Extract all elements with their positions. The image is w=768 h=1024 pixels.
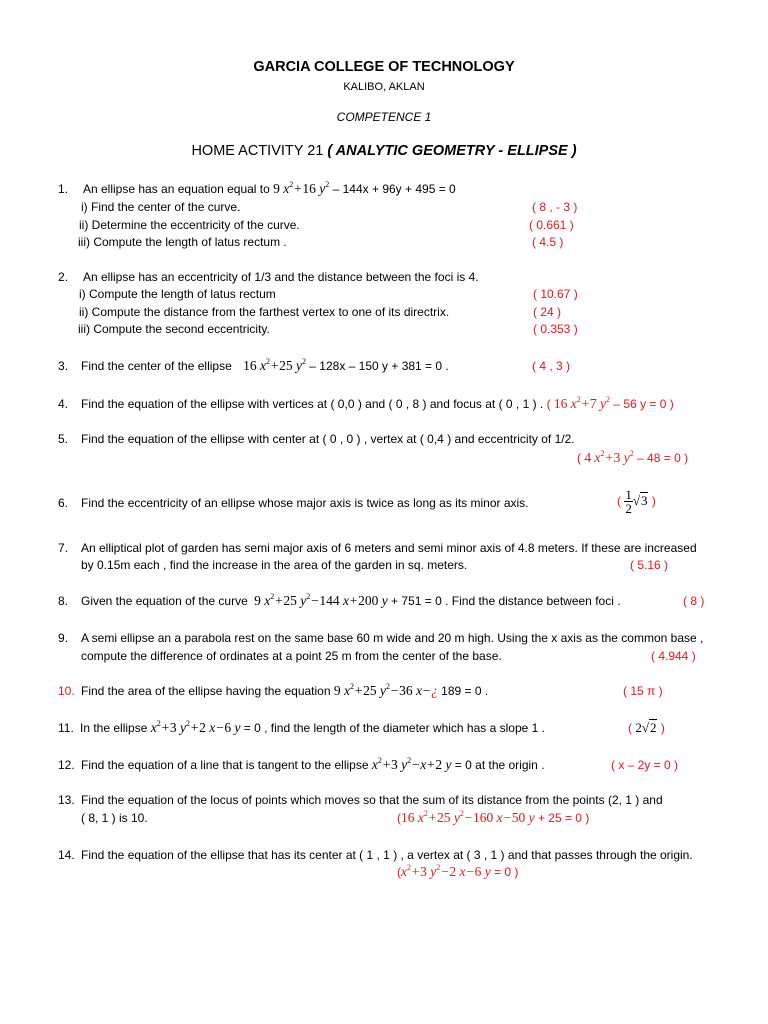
question-number: 8.	[58, 594, 69, 608]
two-sqrt-two: 2√2	[635, 720, 657, 735]
sqrt-three: √3	[632, 493, 648, 508]
question-text: Given the equation of the curve	[81, 594, 252, 608]
sub-question: iii) Compute the second eccentricity.	[78, 322, 270, 336]
question-text: compute the difference of ordinates at a point 25 m from the center of the base.	[81, 649, 502, 663]
answer: ( 10.67 )	[533, 287, 578, 301]
question-8	[58, 592, 621, 608]
competence-label: COMPETENCE 1	[336, 110, 432, 124]
sub-question: ii) Determine the eccentricity of the curve.	[79, 218, 300, 232]
question-10	[58, 682, 489, 698]
question-text: – 144x + 96y + 495 = 0	[329, 182, 456, 196]
equation: 4 $x^2+3$ $y^2$	[584, 449, 634, 465]
sub-question: i) Find the center of the curve.	[81, 200, 241, 214]
question-text: An elliptical plot of garden has semi major axis of 6 meters and semi minor axis of 4.8 meters. If these are increased	[81, 541, 697, 555]
answer: ( 8 )	[683, 594, 705, 608]
equation: 16 $x^2+7$ $y^2$	[553, 395, 611, 411]
question-number: 5.	[58, 432, 69, 446]
question-13	[58, 793, 663, 807]
answer: ( 15 π )	[623, 684, 663, 698]
school-name: GARCIA COLLEGE OF TECHNOLOGY	[253, 59, 515, 75]
answer: ( 24 )	[533, 305, 562, 319]
answer: ( x – 2y = 0 )	[611, 758, 679, 772]
question-text: Find the equation of a line that is tangent to the ellipse	[81, 758, 372, 772]
equation: 16 $x^2+25$ $y^2$	[243, 357, 306, 373]
answer: ( 4.944 )	[651, 649, 696, 663]
school-location: KALIBO, AKLAN	[343, 81, 425, 93]
answer: ( 5.16 )	[630, 558, 669, 572]
activity-title	[0, 143, 768, 159]
answer: (16 $x^2+25$ $y^2-160$ x−50 y + 25 = 0 )	[397, 809, 590, 825]
question-text: = 0 at the origin .	[451, 758, 545, 772]
question-text: Find the equation of the ellipse with center at ( 0 , 0 ) , vertex at ( 0,4 ) and eccentricity of 1/2.	[81, 432, 575, 446]
question-7	[58, 541, 697, 555]
question-text: = 0 , find the length of the diameter which has a slope 1 .	[240, 721, 545, 735]
question-number: 4.	[58, 397, 69, 411]
answer: ( 2√2 )	[628, 720, 665, 735]
question-number: 10.	[58, 684, 75, 698]
question-text: Find the equation of the ellipse that has its center at ( 1 , 1 ) , a vertex at ( 3 , 1 ) and that passes through the origin.	[81, 848, 693, 862]
question-4	[58, 395, 674, 411]
question-number: 6.	[58, 496, 69, 510]
question-6	[58, 496, 529, 510]
activity-topic: ( ANALYTIC GEOMETRY - ELLIPSE )	[327, 143, 577, 159]
equation: 9 $x^2+16$ $y^2$	[273, 180, 330, 196]
answer: ( 4 $x^2+3$ $y^2 - 48 = 0$ )	[577, 449, 689, 465]
question-2	[58, 270, 479, 284]
answer: ( 8 , - 3 )	[532, 200, 578, 214]
question-11	[58, 719, 545, 735]
question-number: 14.	[58, 848, 75, 862]
question-text: Find the equation of the locus of points which moves so that the sum of its distance from the points (2, 1 ) and	[81, 793, 663, 807]
question-text: + 751 = 0 . Find the distance between foci .	[387, 594, 621, 608]
equation: 9 $x^2+25$ $y^2-144$ x+200 y	[254, 592, 388, 608]
sub-question: iii) Compute the length of latus rectum .	[78, 235, 287, 249]
question-text: An ellipse has an eccentricity of 1/3 and the distance between the foci is 4.	[83, 270, 479, 284]
question-number: 3.	[58, 359, 69, 373]
equation: $x^2+3$ $y^2-x+2$ y	[371, 756, 452, 772]
question-text: 189 = 0 .	[437, 684, 489, 698]
equation: 16 $x^2+25$ $y^2-160$ x−50 y	[401, 809, 535, 825]
question-number: 7.	[58, 541, 69, 555]
question-14	[58, 848, 693, 862]
question-text: Find the center of the ellipse	[81, 359, 236, 373]
equation: $x^2+3$ $y^2+2$ x−6 y	[150, 719, 241, 735]
activity-prefix: HOME ACTIVITY 21	[191, 143, 328, 159]
answer: ( $\frac{1}{2}$ √3 )	[617, 487, 656, 517]
equation: $x^2+3$ $y^2-2$ x−6 y	[401, 863, 491, 879]
question-number: 9.	[58, 631, 69, 645]
question-text: Find the eccentricity of an ellipse whose major axis is twice as long as its minor axis.	[81, 496, 529, 510]
question-number: 13.	[58, 793, 75, 807]
sub-question: ii) Compute the distance from the farthest vertex to one of its directrix.	[79, 305, 450, 319]
answer: ( 0.353 )	[533, 322, 578, 336]
sub-question: i) Compute the length of latus rectum	[79, 287, 276, 301]
question-text: Find the equation of the ellipse with vertices at ( 0,0 ) and ( 0 , 8 ) and focus at ( 0 , 1 ) .	[81, 397, 544, 411]
question-9	[58, 631, 704, 645]
question-12	[58, 756, 545, 772]
question-text: In the ellipse	[80, 721, 151, 735]
question-text: ( 8, 1 ) is 10.	[81, 811, 148, 825]
question-1	[58, 180, 456, 196]
fraction-one-half: $\frac{1}{2}$	[625, 487, 632, 517]
question-text: – 128x – 150 y + 381 = 0 .	[305, 359, 449, 373]
answer: ( 0.661 )	[529, 218, 574, 232]
equation: 9 $x^2+25$ $y^2-36$ x−¿	[333, 682, 438, 698]
question-3	[58, 357, 449, 373]
answer: ($x^2+3$ $y^2-2$ x−6 y = 0 )	[397, 863, 519, 879]
answer: ( 4 , 3 )	[532, 359, 571, 373]
question-text: by 0.15m each , find the increase in the area of the garden in sq. meters.	[81, 558, 468, 572]
question-number: 2.	[58, 270, 69, 284]
question-number: 12.	[58, 758, 75, 772]
question-5	[58, 432, 575, 446]
question-text: Find the area of the ellipse having the equation	[81, 684, 334, 698]
question-number: 11.	[58, 721, 74, 735]
question-text: An ellipse has an equation equal to	[83, 182, 274, 196]
question-number: 1.	[58, 182, 69, 196]
answer: ( 4.5 )	[532, 235, 564, 249]
question-text: A semi ellipse an a parabola rest on the same base 60 m wide and 20 m high. Using the x axis as the common base ,	[81, 631, 704, 645]
answer: ( 16 $x^2+7$ $y^2 - 56$ y = 0 )	[543, 395, 674, 411]
